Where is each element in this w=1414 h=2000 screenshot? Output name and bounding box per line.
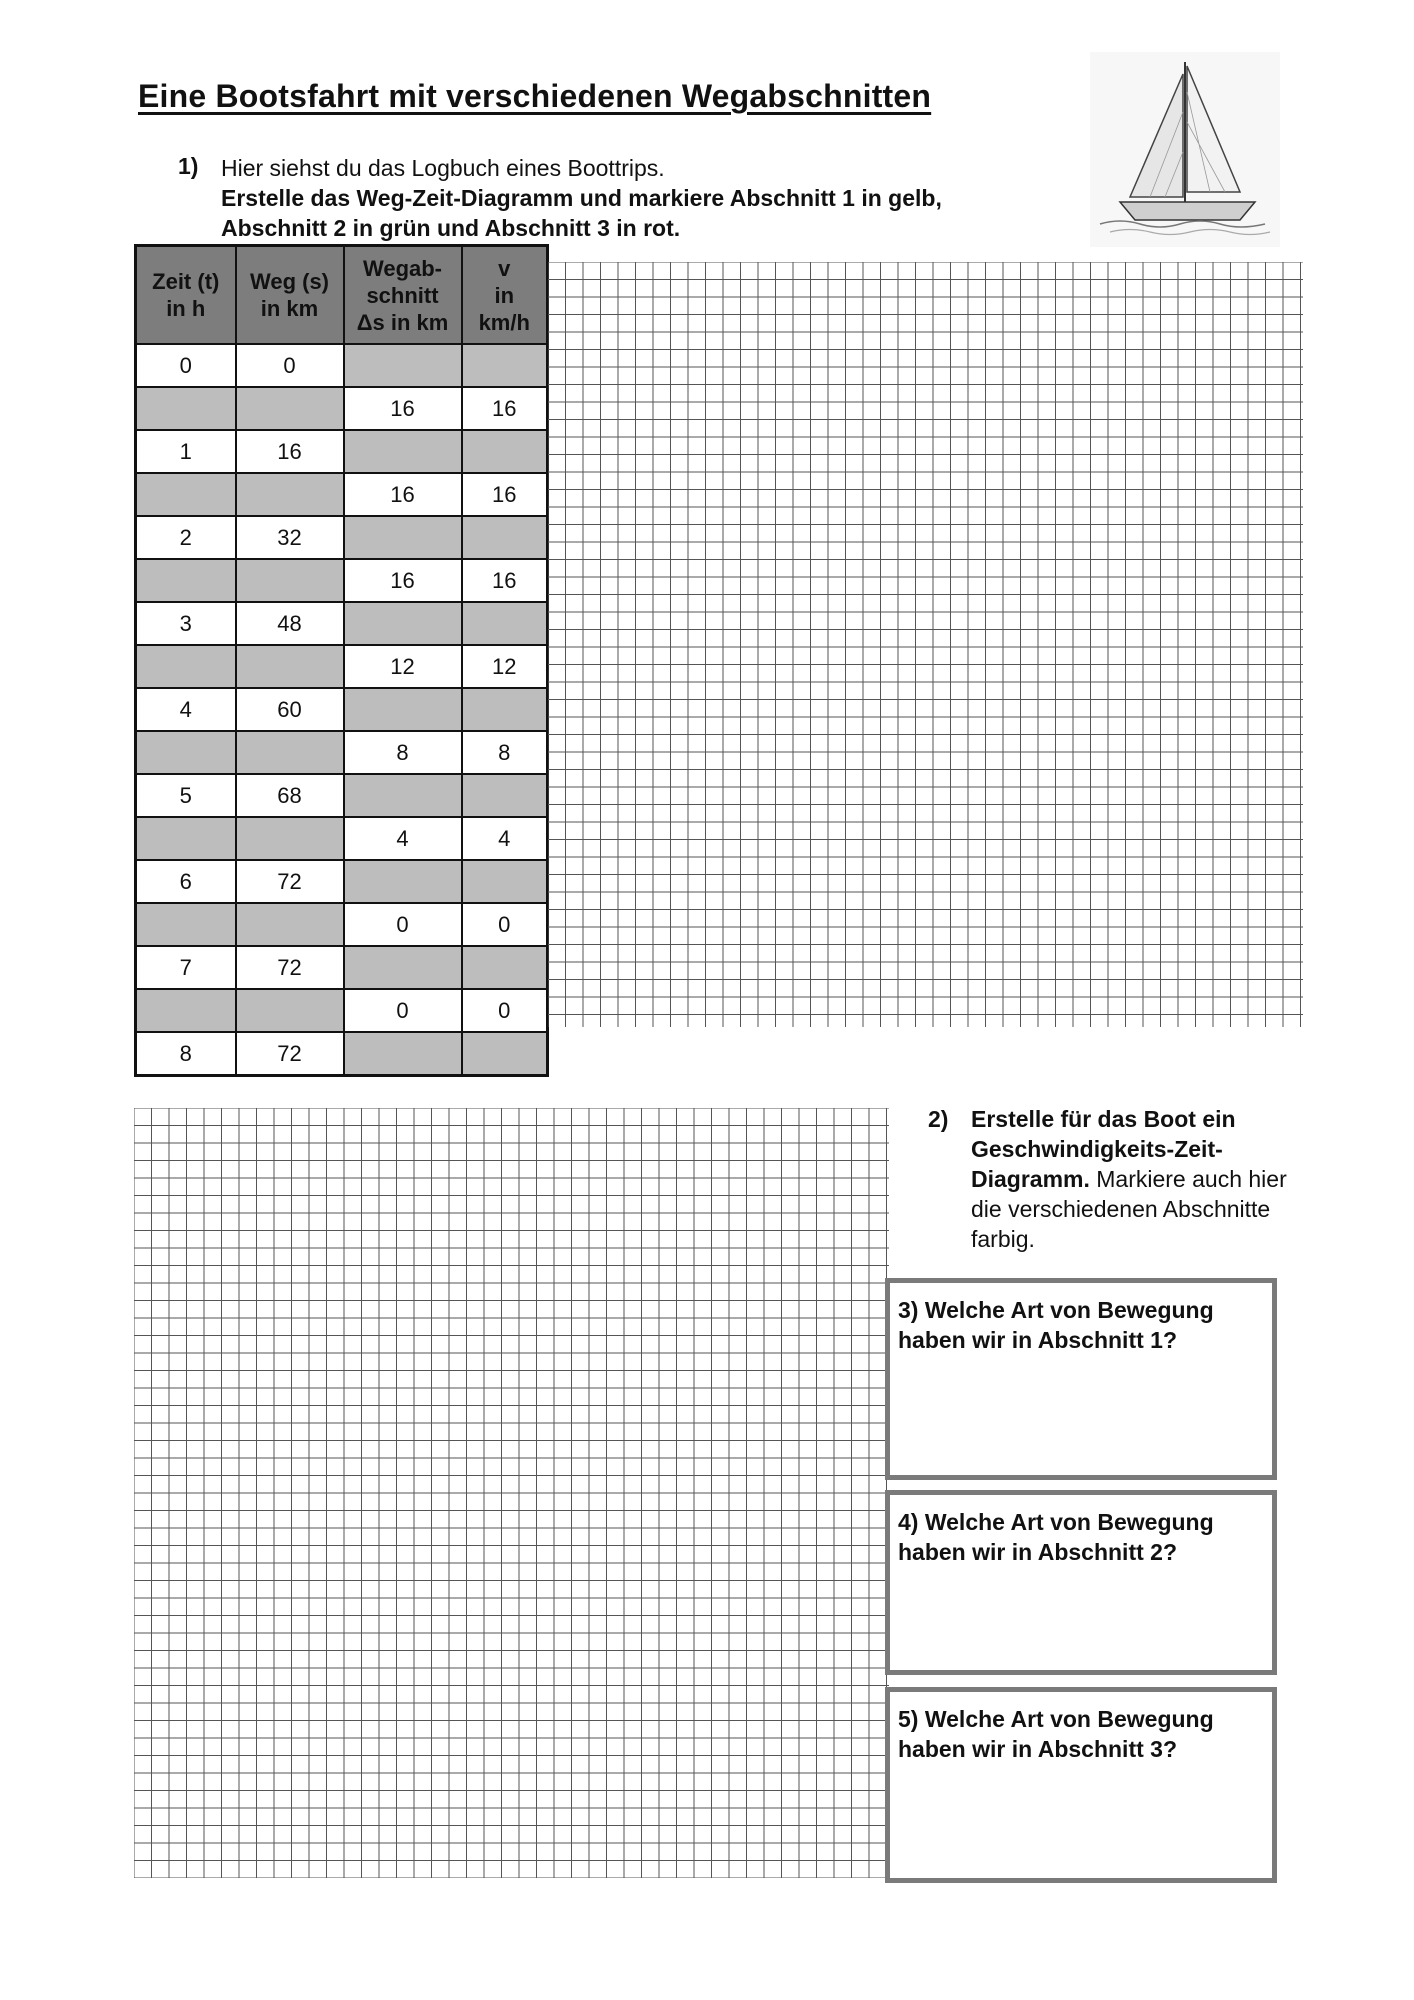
table-cell: 12 — [462, 645, 548, 688]
table-cell: 12 — [344, 645, 462, 688]
table-cell — [344, 430, 462, 473]
table-cell — [236, 645, 344, 688]
table-row — [136, 688, 548, 731]
table-row — [136, 516, 548, 559]
table-cell: 16 — [344, 387, 462, 430]
table-cell: 5 — [136, 774, 236, 817]
table-row — [136, 989, 548, 1032]
table-row — [136, 1032, 548, 1076]
table-row — [136, 731, 548, 774]
table-cell: 0 — [462, 903, 548, 946]
table-row — [136, 860, 548, 903]
table-cell: 7 — [136, 946, 236, 989]
velocity-time-grid[interactable] — [134, 1108, 889, 1878]
task2-instruction-normal: Markiere auch hier die verschiedenen Abschnitte farbig. — [971, 1166, 1287, 1252]
task1-text — [221, 153, 942, 243]
task2-number: 2) — [928, 1106, 949, 1132]
table-cell: 16 — [344, 559, 462, 602]
table-cell: 8 — [344, 731, 462, 774]
table-cell — [462, 1032, 548, 1076]
sailboat-icon — [1090, 52, 1280, 247]
table-cell — [462, 344, 548, 387]
table-cell — [344, 946, 462, 989]
answer-box-3[interactable] — [885, 1687, 1277, 1883]
header-velocity: v in km/h — [462, 246, 548, 345]
task1-number: 1) — [178, 153, 199, 179]
table-row — [136, 645, 548, 688]
table-cell: 72 — [236, 1032, 344, 1076]
table-cell: 4 — [462, 817, 548, 860]
table-cell — [462, 688, 548, 731]
table-cell: 4 — [344, 817, 462, 860]
table-cell: 16 — [462, 559, 548, 602]
table-cell — [462, 516, 548, 559]
table-cell — [236, 559, 344, 602]
table-row — [136, 473, 548, 516]
worksheet-title: Eine Bootsfahrt mit verschiedenen Wegabschnitten — [138, 78, 932, 114]
table-cell: 6 — [136, 860, 236, 903]
table-row — [136, 559, 548, 602]
task2-text — [971, 1104, 1311, 1254]
table-cell — [136, 989, 236, 1032]
table-cell: 60 — [236, 688, 344, 731]
table-cell: 8 — [462, 731, 548, 774]
header-segment: Wegab- schnitt Δs in km — [344, 246, 462, 345]
table-cell — [344, 602, 462, 645]
table-cell — [344, 1032, 462, 1076]
table-cell — [344, 774, 462, 817]
table-cell: 1 — [136, 430, 236, 473]
table-cell: 68 — [236, 774, 344, 817]
table-row — [136, 903, 548, 946]
table-cell — [462, 774, 548, 817]
table-cell — [236, 473, 344, 516]
table-row — [136, 430, 548, 473]
table-cell: 16 — [236, 430, 344, 473]
table-cell — [344, 516, 462, 559]
table-cell — [236, 387, 344, 430]
table-cell: 16 — [344, 473, 462, 516]
task1-instruction-line1: Erstelle das Weg-Zeit-Diagramm und markiere Abschnitt 1 in gelb, — [221, 185, 942, 211]
answer-box-1[interactable] — [885, 1278, 1277, 1480]
header-time: Zeit (t) in h — [136, 246, 236, 345]
table-cell: 72 — [236, 860, 344, 903]
table-row — [136, 602, 548, 645]
table-cell: 0 — [136, 344, 236, 387]
table-cell: 72 — [236, 946, 344, 989]
table-cell — [236, 731, 344, 774]
table-cell — [136, 903, 236, 946]
table-cell — [136, 473, 236, 516]
table-header-row — [136, 246, 548, 345]
task1-intro: Hier siehst du das Logbuch eines Boottrips. — [221, 155, 665, 181]
header-distance: Weg (s) in km — [236, 246, 344, 345]
table-cell — [462, 430, 548, 473]
table-cell: 16 — [462, 473, 548, 516]
question-3: 3) Welche Art von Bewegung haben wir in Abschnitt 1? — [898, 1297, 1214, 1353]
table-cell: 3 — [136, 602, 236, 645]
table-cell: 0 — [344, 989, 462, 1032]
table-cell — [136, 559, 236, 602]
table-cell — [236, 989, 344, 1032]
question-4: 4) Welche Art von Bewegung haben wir in Abschnitt 2? — [898, 1509, 1214, 1565]
table-cell — [344, 860, 462, 903]
table-cell — [136, 387, 236, 430]
distance-time-grid[interactable] — [548, 262, 1303, 1027]
table-cell — [136, 645, 236, 688]
logbook-table — [134, 244, 549, 1077]
table-row — [136, 774, 548, 817]
table-row — [136, 387, 548, 430]
table-cell: 0 — [462, 989, 548, 1032]
answer-box-2[interactable] — [885, 1490, 1277, 1675]
table-row — [136, 817, 548, 860]
table-cell: 0 — [236, 344, 344, 387]
table-cell: 16 — [462, 387, 548, 430]
task1-instruction-line2: Abschnitt 2 in grün und Abschnitt 3 in rot. — [221, 215, 681, 241]
table-body — [136, 344, 548, 1076]
table-cell: 32 — [236, 516, 344, 559]
table-row — [136, 344, 548, 387]
table-cell: 48 — [236, 602, 344, 645]
question-5: 5) Welche Art von Bewegung haben wir in Abschnitt 3? — [898, 1706, 1214, 1762]
table-cell: 4 — [136, 688, 236, 731]
table-row — [136, 946, 548, 989]
table-cell — [236, 903, 344, 946]
table-cell — [344, 344, 462, 387]
table-cell — [236, 817, 344, 860]
table-cell — [462, 860, 548, 903]
table-cell — [136, 731, 236, 774]
table-cell: 0 — [344, 903, 462, 946]
table-cell — [462, 602, 548, 645]
table-cell — [344, 688, 462, 731]
table-cell: 8 — [136, 1032, 236, 1076]
table-cell — [136, 817, 236, 860]
task2-instruction-bold: Erstelle für das Boot ein Geschwindigkeits-Zeit-Diagramm. — [971, 1106, 1236, 1192]
table-cell — [462, 946, 548, 989]
table-cell: 2 — [136, 516, 236, 559]
